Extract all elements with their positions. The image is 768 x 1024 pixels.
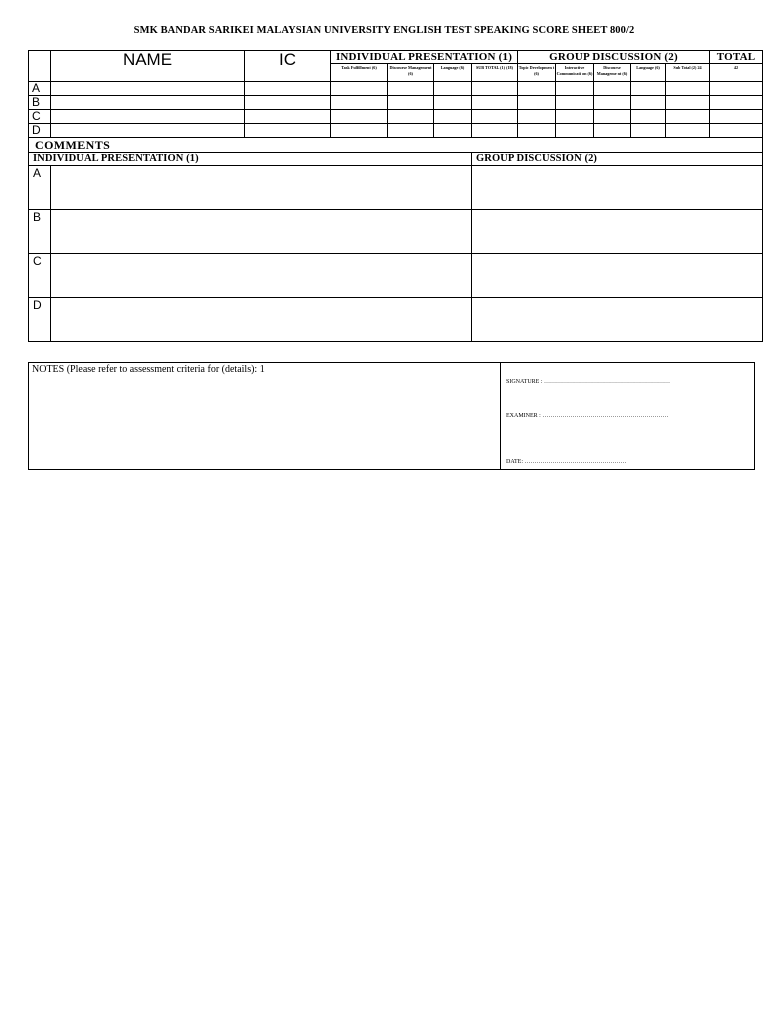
score-cell[interactable] <box>434 110 472 124</box>
notes-cell[interactable] <box>29 363 501 470</box>
comment-row-letter: A <box>29 166 51 210</box>
comment-row <box>29 210 763 254</box>
total-cell[interactable] <box>710 124 763 138</box>
subheader-subtotal-1: SUB TOTAL (1) (18) <box>472 64 518 82</box>
corner-cell <box>29 51 51 82</box>
signature-line[interactable]: SIGNATURE : ……………………………………………………… <box>506 379 671 385</box>
total-cell[interactable] <box>710 110 763 124</box>
score-cell[interactable] <box>556 82 594 96</box>
score-cell[interactable] <box>594 82 631 96</box>
comment-row-letter: D <box>29 298 51 342</box>
subheader-subtotal-2: Sub Total (2) 24 <box>666 64 710 82</box>
individual-comment-cell[interactable] <box>51 254 472 298</box>
score-cell[interactable] <box>472 96 518 110</box>
ic-cell[interactable] <box>245 96 331 110</box>
score-cell[interactable] <box>556 124 594 138</box>
score-cell[interactable] <box>434 124 472 138</box>
comment-row-letter: C <box>29 254 51 298</box>
group-discussion-header: GROUP DISCUSSION (2) <box>518 51 710 64</box>
score-cell[interactable] <box>472 110 518 124</box>
score-cell[interactable] <box>388 124 434 138</box>
comment-row-letter: B <box>29 210 51 254</box>
individual-comment-cell[interactable] <box>51 298 472 342</box>
name-cell[interactable] <box>51 96 245 110</box>
comments-group-label: GROUP DISCUSSION (2) <box>472 153 763 166</box>
score-cell[interactable] <box>666 96 710 110</box>
score-cell[interactable] <box>518 110 556 124</box>
subheader-discourse-management: Discourse Management (6) <box>388 64 434 82</box>
score-cell[interactable] <box>666 124 710 138</box>
name-header: NAME <box>51 51 245 82</box>
score-cell[interactable] <box>518 82 556 96</box>
score-cell[interactable] <box>631 124 666 138</box>
signature-block <box>501 363 755 470</box>
score-cell[interactable] <box>518 96 556 110</box>
score-cell[interactable] <box>666 110 710 124</box>
date-line[interactable]: DATE: …………………………………………… <box>506 459 627 465</box>
individual-comment-cell[interactable] <box>51 210 472 254</box>
comment-row <box>29 298 763 342</box>
group-comment-cell[interactable] <box>472 210 763 254</box>
notes-table <box>28 362 755 470</box>
subheader-language-2: Language (6) <box>631 64 666 82</box>
table-row <box>29 96 763 110</box>
score-cell[interactable] <box>331 124 388 138</box>
score-cell[interactable] <box>556 96 594 110</box>
row-letter: A <box>29 82 51 96</box>
score-cell[interactable] <box>434 82 472 96</box>
group-comment-cell[interactable] <box>472 166 763 210</box>
ic-cell[interactable] <box>245 124 331 138</box>
name-cell[interactable] <box>51 110 245 124</box>
total-header: TOTAL <box>710 51 763 64</box>
group-comment-cell[interactable] <box>472 298 763 342</box>
score-cell[interactable] <box>518 124 556 138</box>
ic-header: IC <box>245 51 331 82</box>
score-cell[interactable] <box>594 124 631 138</box>
row-letter: B <box>29 96 51 110</box>
individual-presentation-header: INDIVIDUAL PRESENTATION (1) <box>331 51 518 64</box>
subheader-discourse-management-2: Discourse Manageme nt (6) <box>594 64 631 82</box>
score-cell[interactable] <box>388 82 434 96</box>
score-cell[interactable] <box>331 96 388 110</box>
individual-comment-cell[interactable] <box>51 166 472 210</box>
ic-cell[interactable] <box>245 82 331 96</box>
score-cell[interactable] <box>472 124 518 138</box>
row-letter: D <box>29 124 51 138</box>
score-cell[interactable] <box>472 82 518 96</box>
subheader-interactive-communication: Interactive Communicati on (6) <box>556 64 594 82</box>
ic-cell[interactable] <box>245 110 331 124</box>
score-cell[interactable] <box>631 110 666 124</box>
page-title: SMK BANDAR SARIKEI MALAYSIAN UNIVERSITY ENGLISH TEST SPEAKING SCORE SHEET 800/2 <box>133 25 635 36</box>
score-cell[interactable] <box>594 110 631 124</box>
row-letter: C <box>29 110 51 124</box>
name-cell[interactable] <box>51 82 245 96</box>
score-cell[interactable] <box>666 82 710 96</box>
group-comment-cell[interactable] <box>472 254 763 298</box>
score-cell[interactable] <box>556 110 594 124</box>
comment-row <box>29 166 763 210</box>
subheader-language: Language (6) <box>434 64 472 82</box>
score-cell[interactable] <box>434 96 472 110</box>
score-cell[interactable] <box>388 96 434 110</box>
notes-text: NOTES (Please refer to assessment criteria for (details): 1 <box>32 364 265 375</box>
examiner-line[interactable]: EXAMINER : ……………………………………………………… <box>506 413 669 419</box>
score-cell[interactable] <box>631 96 666 110</box>
score-cell[interactable] <box>331 82 388 96</box>
subheader-total-max: 42 <box>710 64 763 82</box>
subheader-topic-development: Topic Developmen t (6) <box>518 64 556 82</box>
table-row <box>29 124 763 138</box>
score-cell[interactable] <box>631 82 666 96</box>
score-cell[interactable] <box>594 96 631 110</box>
comments-label: COMMENTS <box>29 138 763 153</box>
score-cell[interactable] <box>388 110 434 124</box>
subheader-task-fulfillment: Task Fulfillment (6) <box>331 64 388 82</box>
score-table <box>28 50 763 342</box>
score-cell[interactable] <box>331 110 388 124</box>
table-row <box>29 110 763 124</box>
table-row <box>29 82 763 96</box>
total-cell[interactable] <box>710 82 763 96</box>
comment-row <box>29 254 763 298</box>
name-cell[interactable] <box>51 124 245 138</box>
comments-individual-label: INDIVIDUAL PRESENTATION (1) <box>29 153 472 166</box>
total-cell[interactable] <box>710 96 763 110</box>
